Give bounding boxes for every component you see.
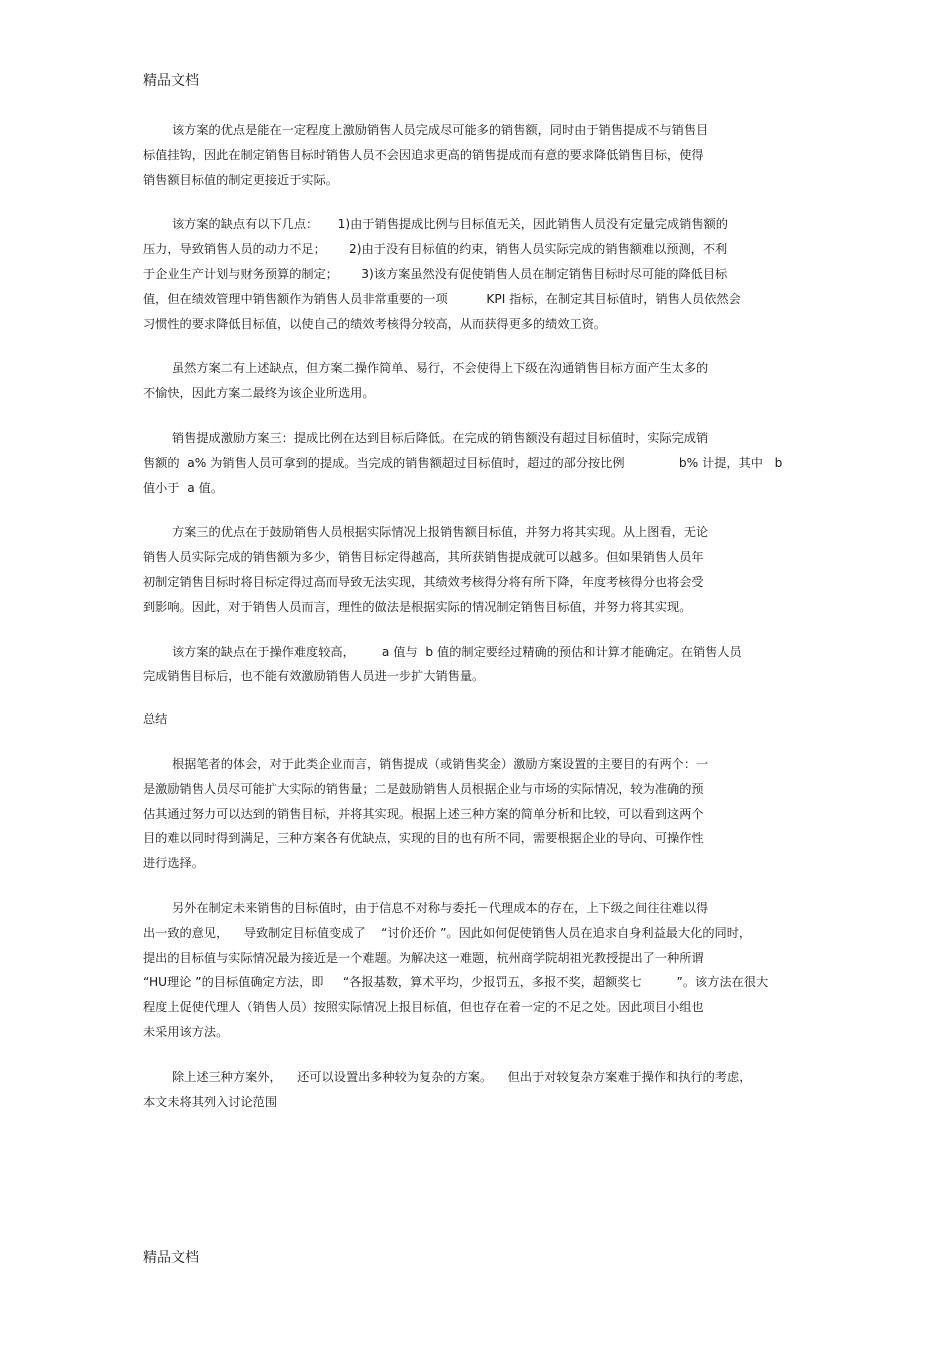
text-line: 未采用该方法。 xyxy=(143,1024,229,1039)
text-line: 虽然方案二有上述缺点，但方案二操作简单、易行，不会使得上下级在沟通销售目标方面产生太多的 xyxy=(172,361,709,376)
text-line: 另外在制定未来销售的目标值时，由于信息不对称与委托－代理成本的存在，上下级之间往往难以得 xyxy=(172,900,709,915)
text-line: 估其通过努力可以达到的销售目标，并将其实现。根据上述三种方案的简单分析和比较，可以看到这两个 xyxy=(143,806,704,821)
paragraph-9 xyxy=(143,1065,803,1115)
page-footer: 精品文档 xyxy=(143,1250,199,1266)
text-line: 根据笔者的体会，对于此类企业而言，销售提成（或销售奖金）激励方案设置的主要目的有两个：一 xyxy=(172,756,709,771)
paragraph-4 xyxy=(143,426,803,500)
text-line: 值，但在绩效管理中销售额作为销售人员非常重要的一项 KPI 指标，在制定其目标值时，销售人员依然会 xyxy=(143,291,741,306)
text-line: 压力，导致销售人员的动力不足； 2)由于没有目标值的约束，销售人员实际完成的销售额难以预测，不利 xyxy=(143,242,728,257)
text-line: 于企业生产计划与财务预算的制定； 3)该方案虽然没有促使销售人员在制定销售目标时尽可能的降低目标 xyxy=(143,266,728,281)
text-line: 销售提成激励方案三：提成比例在达到目标后降低。在完成的销售额没有超过目标值时，实际完成销 xyxy=(172,430,709,445)
text-line: 方案三的优点在于鼓励销售人员根据实际情况上报销售额目标值，并努力将其实现。从上图看，无论 xyxy=(172,525,709,540)
paragraph-7 xyxy=(143,752,803,876)
text-line: 售额的 a% 为销售人员可拿到的提成。当完成的销售额超过目标值时，超过的部分按比例 b% 计提，其中 b xyxy=(143,455,783,470)
text-line: 习惯性的要求降低目标值，以使自己的绩效考核得分较高，从而获得更多的绩效工资。 xyxy=(143,316,607,331)
page-header: 精品文档 xyxy=(143,73,199,89)
text-line: 标值挂钩，因此在制定销售目标时销售人员不会因追求更高的销售提成而有意的要求降低销售目标，使得 xyxy=(143,147,704,162)
text-line: 本文未将其列入讨论范围 xyxy=(143,1094,278,1109)
document-body xyxy=(143,118,803,1114)
section-title-text: 总结 xyxy=(143,712,168,727)
section-title xyxy=(143,707,803,732)
paragraph-8 xyxy=(143,896,803,1045)
text-line: 目的难以同时得到满足，三种方案各有优缺点，实现的目的也有所不同，需要根据企业的导向、可操作性 xyxy=(143,831,704,846)
text-line: 程度上促使代理人（销售人员）按照实际情况上报目标值，但也存在着一定的不足之处。因此项目小组也 xyxy=(143,1000,704,1015)
text-line: 该方案的缺点有以下几点： 1)由于销售提成比例与目标值无关，因此销售人员没有定量完成销售额的 xyxy=(172,217,728,232)
text-line: 初制定销售目标时将目标定得过高而导致无法实现，其绩效考核得分将有所下降，年度考核得分也将会受 xyxy=(143,574,704,589)
text-line: 完成销售目标后，也不能有效激励销售人员进一步扩大销售量。 xyxy=(143,669,485,684)
text-line: 是激励销售人员尽可能扩大实际的销售量；二是鼓励销售人员根据企业与市场的实际情况，较为准确的预 xyxy=(143,781,704,796)
text-line: 该方案的优点是能在一定程度上激励销售人员完成尽可能多的销售额，同时由于销售提成不与销售目 xyxy=(172,123,709,137)
text-line: 除上述三种方案外， 还可以设置出多种较为复杂的方案。 但出于对较复杂方案难于操作和执行的考虑， xyxy=(172,1069,752,1084)
paragraph-1 xyxy=(143,118,803,192)
text-line: 提出的目标值与实际情况最为接近是一个难题。为解决这一难题，杭州商学院胡祖光教授提出了一种所谓 xyxy=(143,950,704,965)
text-line: 该方案的缺点在于操作难度较高， a 值与 b 值的制定要经过精确的预估和计算才能确定。在销售人员 xyxy=(172,644,742,659)
text-line: 出一致的意见， 导致制定目标值变成了 “讨价还价 ”。因此如何促使销售人员在追求自身利益最大化的同时， xyxy=(143,925,752,940)
paragraph-2 xyxy=(143,212,803,336)
text-line: 不愉快，因此方案二最终为该企业所选用。 xyxy=(143,386,375,401)
text-line: 进行选择。 xyxy=(143,856,204,871)
paragraph-3 xyxy=(143,356,803,406)
text-line: “HU理论 ”的目标值确定方法，即 “各报基数，算术平均，少报罚五，多报不奖，超额奖七 ”。该方法在很大 xyxy=(143,975,769,990)
paragraph-6 xyxy=(143,640,803,690)
text-line: 值小于 a 值。 xyxy=(143,480,224,495)
paragraph-5 xyxy=(143,520,803,619)
text-line: 销售人员实际完成的销售额为多少，销售目标定得越高，其所获销售提成就可以越多。但如果销售人员年 xyxy=(143,550,704,565)
text-line: 到影响。因此，对于销售人员而言，理性的做法是根据实际的情况制定销售目标值，并努力将其实现。 xyxy=(143,599,692,614)
text-line: 销售额目标值的制定更接近于实际。 xyxy=(143,172,338,187)
